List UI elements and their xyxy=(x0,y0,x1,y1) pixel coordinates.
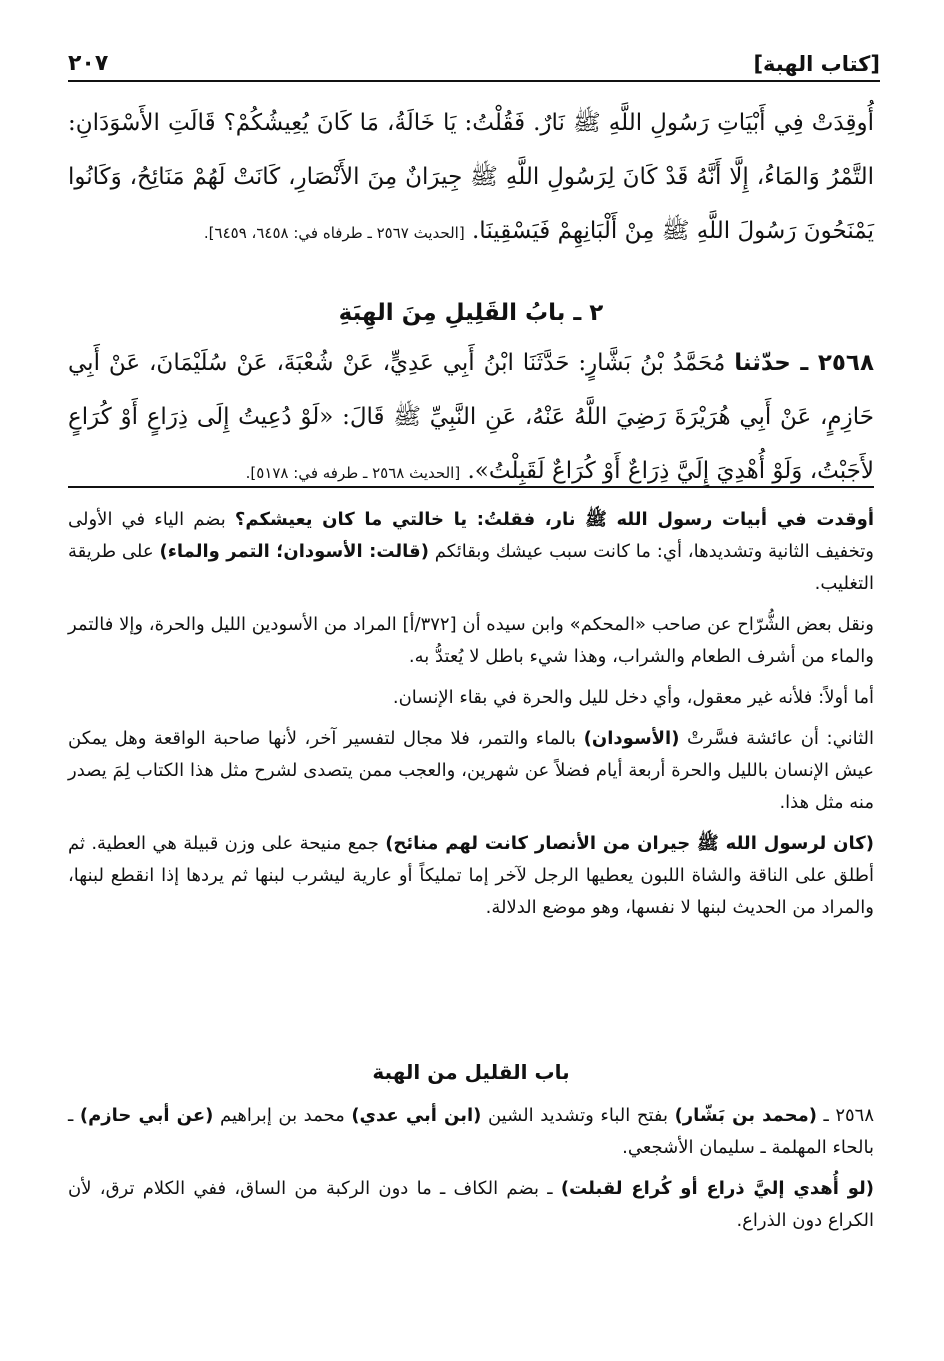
page-header xyxy=(68,40,880,82)
commentary-section-2 xyxy=(68,1100,874,1246)
chapter-heading: ٢ ـ بابُ القَلِيلِ مِنَ الهِبَةِ xyxy=(338,300,604,326)
quoted-text: أوقدت في أبيات رسول الله ﷺ نار، فقلتُ: يا خالتي ما كان يعيشكم؟ xyxy=(234,509,874,530)
commentary-paragraph xyxy=(68,828,874,924)
commentary-text: ٢٥٦٨ ـ xyxy=(823,1105,875,1126)
running-title: [كتاب الهبة] xyxy=(753,52,880,76)
commentary-text: ـ بالحاء المهلمة ـ سليمان الأشجعي. xyxy=(68,1105,874,1158)
hadith-reference: [الحديث ٢٥٦٧ ـ طرفاه في: ٦٤٥٨، ٦٤٥٩]. xyxy=(203,224,465,242)
quoted-text: (قالت: الأسودان؛ التمر والماء) xyxy=(159,541,429,562)
commentary-text: جمع منيحة على وزن قبيلة هي العطية. ثم أطلق على الناقة والشاة اللبون يعطيها الرجل لآخر إما تمليكاً أو عارية ليشرب لبنها ثم يردها إذا انقطع لبنها، والمراد من الحديث لبنها لا نفسها، وهو موضع الدلالة. xyxy=(68,833,874,918)
commentary-paragraph xyxy=(68,1100,874,1164)
quoted-text: (محمد بن بَشّار) xyxy=(674,1105,817,1126)
commentary-text: على طريقة التغليب. xyxy=(68,541,874,594)
hadith-body: مُحَمَّدُ بْنُ بَشَّارٍ: حَدَّثَنَا ابْنُ أَبِي عَدِيٍّ، عَنْ شُعْبَةَ، عَنْ سُلَيْمَانَ، عَنْ أَبِي حَازِمٍ، عَنْ أَبِي هُرَيْرَةَ رَضِيَ اللَّهُ عَنْهُ، عَنِ النَّبِيِّ ﷺ قَالَ: «لَوْ دُعِيتُ إِلَى ذِرَاعٍ أَوْ كُرَاعٍ لأَجَبْتُ، وَلَوْ أُهْدِيَ إِلَيَّ ذِرَاعٌ أَوْ كُرَاعٌ لَقَبِلْتُ». xyxy=(68,350,874,484)
commentary-paragraph xyxy=(68,723,874,819)
hadith-reference: [الحديث ٢٥٦٨ ـ طرفه في: ٥١٧٨]. xyxy=(245,464,461,482)
commentary-text: ـ بضم الكاف ـ ما دون الركبة من الساق، ففي الكلام ترق، لأن الكراع دون الذراع. xyxy=(68,1178,874,1231)
hadith-continuation xyxy=(68,96,874,260)
hadith-2568 xyxy=(68,336,874,500)
hadith-body: أُوقِدَتْ فِي أَبْيَاتِ رَسُولِ اللَّهِ ﷺ نَارٌ. فَقُلْتُ: يَا خَالَةُ، مَا كَانَ يُعِيشُكُمْ؟ قَالَتِ الأَسْوَدَانِ: التَّمْرُ وَالمَاءُ، إِلَّا أَنَّهُ قَدْ كَانَ لِرَسُولِ اللَّهِ ﷺ جِيرَانٌ مِنَ الأَنْصَارِ، كَانَتْ لَهُمْ مَنَائِحُ، وَكَانُوا يَمْنَحُونَ رَسُولَ اللَّهِ ﷺ مِنْ أَلْبَانِهِمْ فَيَسْقِينَا. xyxy=(68,110,874,244)
commentary-paragraph: أما أولاً: فلأنه غير معقول، وأي دخل لليل والحرة في بقاء الإنسان. xyxy=(392,687,874,708)
quoted-text: (الأسودان) xyxy=(583,728,680,749)
commentary-section xyxy=(68,504,874,933)
quoted-text: (كان لرسول الله ﷺ جيران من الأنصار كانت لهم منائح) xyxy=(385,833,874,854)
commentary-text: بفتح الباء وتشديد الشين xyxy=(487,1105,669,1126)
commentary-text: محمد بن إبراهيم xyxy=(219,1105,345,1126)
commentary-text: بضم الياء في الأولى وتخفيف الثانية وتشديدها، أي: ما كانت سبب عيشك وبقائكم xyxy=(68,509,874,562)
commentary-paragraph xyxy=(68,504,874,600)
commentary-chapter-heading: باب القليل من الهبة xyxy=(372,1060,570,1084)
quoted-text: (عن أبي حازم) xyxy=(79,1105,214,1126)
page-number: ٢٠٧ xyxy=(68,51,109,76)
commentary-text: بالماء والتمر، فلا مجال لتفسير آخر، لأنها صاحبة الواقعة وهل يمكن عيش الإنسان بالليل والحرة أربعة أيام فضلاً عن شهرين، والعجب ممن يتصدى لشرح مثل هذا الكتاب لِمَ يصدر منه مثل هذا. xyxy=(68,728,874,813)
quoted-text: (ابن أبي عدي) xyxy=(351,1105,482,1126)
commentary-paragraph: ونقل بعض الشُّرّاح عن صاحب «المحكم» وابن سيده أن [٣٧٢/أ] المراد من الأسودين الليل والحرة، وإلا فالتمر والماء من أشرف الطعام والشراب، وهذا شيء باطل لا يُعتدُّ به. xyxy=(68,614,874,667)
commentary-paragraph xyxy=(68,1173,874,1237)
commentary-text: الثاني: أن عائشة فسَّرتْ xyxy=(687,728,874,749)
quoted-text: (لو أُهدي إليَّ ذراع أو كُراع لقبلت) xyxy=(560,1178,874,1199)
separator-line xyxy=(68,486,874,488)
hadith-number: ٢٥٦٨ ـ حدّثنا xyxy=(734,350,875,376)
